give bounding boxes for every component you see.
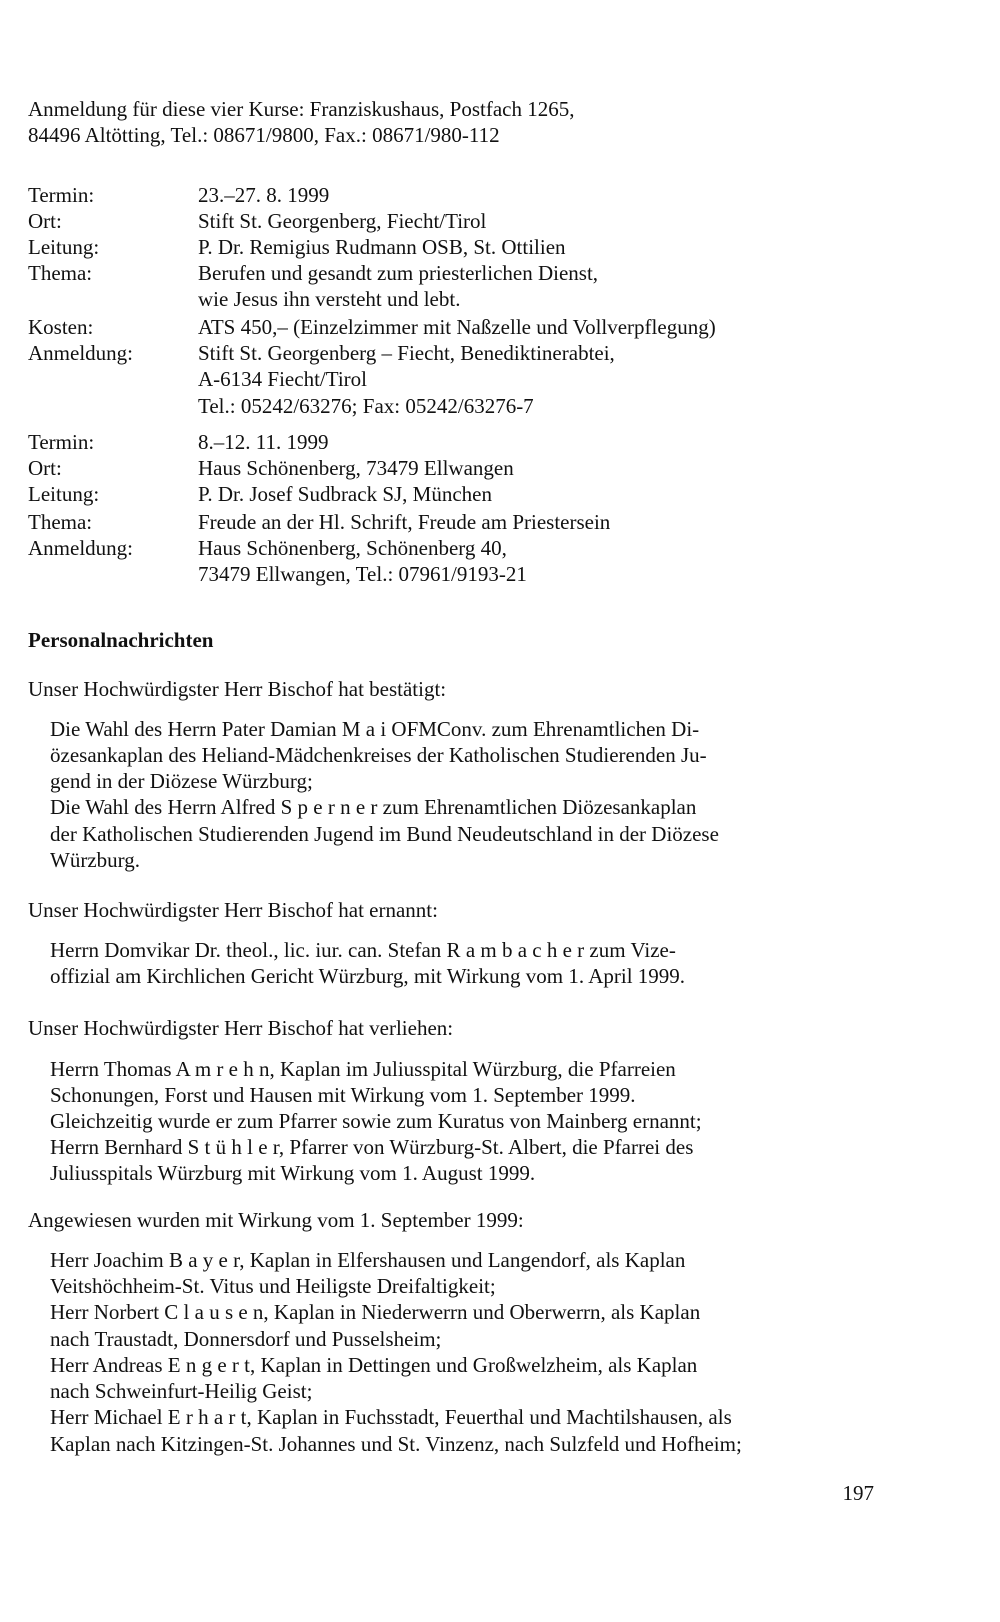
bestaetigt-line: Die Wahl des Herrn Alfred S p e r n e r zum Ehrenamtlichen Diözesankaplan [50,795,697,819]
course2-thema-label: Thema: [28,510,93,534]
angewiesen-line: Veitshöchheim-St. Vitus und Heiligste Dreifaltigkeit; [50,1274,496,1298]
verliehen-line: Herrn Thomas A m r e h n, Kaplan im Juliusspital Würzburg, die Pfarreien [50,1057,676,1081]
angewiesen-line: Herr Andreas E n g e r t, Kaplan in Dettingen und Großwelzheim, als Kaplan [50,1353,698,1377]
bestaetigt-line: Würzburg. [50,848,140,872]
angewiesen-line: Herr Joachim B a y e r, Kaplan in Elfershausen und Langendorf, als Kaplan [50,1248,686,1272]
bestaetigt-line: der Katholischen Studierenden Jugend im Bund Neudeutschland in der Diözese [50,822,719,846]
verliehen-line: Schonungen, Forst und Hausen mit Wirkung vom 1. September 1999. [50,1083,636,1107]
course1-termin-label: Termin: [28,183,95,207]
course1-kosten-label: Kosten: [28,315,94,339]
course1-anmeldung-1: Stift St. Georgenberg – Fiecht, Benediktinerabtei, [198,341,615,365]
angewiesen-line: nach Schweinfurt-Heilig Geist; [50,1379,313,1403]
verliehen-line: Herrn Bernhard S t ü h l e r, Pfarrer von Würzburg-St. Albert, die Pfarrei des [50,1135,694,1159]
course2-ort: Haus Schönenberg, 73479 Ellwangen [198,456,514,480]
bestaetigt-line: özesankaplan des Heliand-Mädchenkreises der Katholischen Studierenden Ju- [50,743,707,767]
angewiesen-line: Herr Norbert C l a u s e n, Kaplan in Niederwerrn und Oberwerrn, als Kaplan [50,1300,701,1324]
intro-line-2: 84496 Altötting, Tel.: 08671/9800, Fax.: 08671/980-112 [28,123,500,147]
course1-leitung: P. Dr. Remigius Rudmann OSB, St. Ottilien [198,235,566,259]
course1-thema-1: Berufen und gesandt zum priesterlichen Dienst, [198,261,599,285]
course2-leitung-label: Leitung: [28,482,100,506]
course1-thema-label: Thema: [28,261,93,285]
verliehen-line: Juliusspitals Würzburg mit Wirkung vom 1. August 1999. [50,1161,536,1185]
ernannt-intro: Unser Hochwürdigster Herr Bischof hat ernannt: [28,898,438,922]
course2-thema: Freude an der Hl. Schrift, Freude am Priestersein [198,510,611,534]
angewiesen-line: nach Traustadt, Donnersdorf und Pusselsheim; [50,1327,442,1351]
course1-ort: Stift St. Georgenberg, Fiecht/Tirol [198,209,487,233]
course1-termin: 23.–27. 8. 1999 [198,183,330,207]
course1-anmeldung-3: Tel.: 05242/63276; Fax: 05242/63276-7 [198,394,534,418]
angewiesen-line: Kaplan nach Kitzingen-St. Johannes und St. Vinzenz, nach Sulzfeld und Hofheim; [50,1432,742,1456]
course1-anmeldung-label: Anmeldung: [28,341,133,365]
course2-anmeldung-2: 73479 Ellwangen, Tel.: 07961/9193-21 [198,562,527,586]
bestaetigt-line: Die Wahl des Herrn Pater Damian M a i OFMConv. zum Ehrenamtlichen Di- [50,717,700,741]
course1-ort-label: Ort: [28,209,62,233]
course2-termin-label: Termin: [28,430,95,454]
bestaetigt-intro: Unser Hochwürdigster Herr Bischof hat bestätigt: [28,677,447,701]
course1-anmeldung-2: A-6134 Fiecht/Tirol [198,367,367,391]
course2-anmeldung-1: Haus Schönenberg, Schönenberg 40, [198,536,507,560]
ernannt-line: Herrn Domvikar Dr. theol., lic. iur. can. Stefan R a m b a c h e r zum Vize- [50,938,676,962]
angewiesen-line: Herr Michael E r h a r t, Kaplan in Fuchsstadt, Feuerthal und Machtilshausen, als [50,1405,732,1429]
ernannt-line: offizial am Kirchlichen Gericht Würzburg, mit Wirkung vom 1. April 1999. [50,964,686,988]
verliehen-intro: Unser Hochwürdigster Herr Bischof hat verliehen: [28,1016,454,1040]
course2-termin: 8.–12. 11. 1999 [198,430,329,454]
course1-leitung-label: Leitung: [28,235,100,259]
section-heading: Personalnachrichten [28,628,214,652]
course1-kosten: ATS 450,– (Einzelzimmer mit Naßzelle und Vollverpflegung) [198,315,716,339]
verliehen-line: Gleichzeitig wurde er zum Pfarrer sowie zum Kuratus von Mainberg ernannt; [50,1109,702,1133]
course2-anmeldung-label: Anmeldung: [28,536,133,560]
course2-ort-label: Ort: [28,456,62,480]
angewiesen-intro: Angewiesen wurden mit Wirkung vom 1. September 1999: [28,1208,524,1232]
bestaetigt-line: gend in der Diözese Würzburg; [50,769,313,793]
course2-leitung: P. Dr. Josef Sudbrack SJ, München [198,482,492,506]
intro-line-1: Anmeldung für diese vier Kurse: Franziskushaus, Postfach 1265, [28,97,575,121]
course1-thema-2: wie Jesus ihn versteht und lebt. [198,287,461,311]
page-number: 197 [842,1481,874,1505]
